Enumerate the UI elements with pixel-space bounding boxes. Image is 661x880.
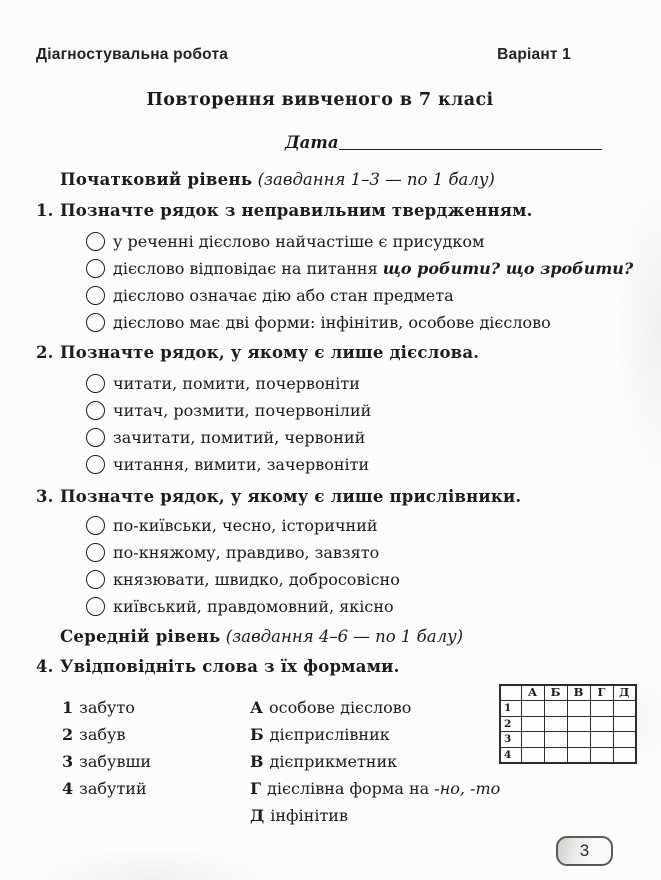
- grid-corner-cell: [500, 685, 521, 701]
- radio-circle[interactable]: [86, 313, 105, 332]
- q4-left-column: [62, 694, 151, 802]
- question-number: 4.: [36, 657, 54, 676]
- grid-answer-cell[interactable]: [590, 747, 613, 763]
- q1-option-4: [86, 309, 633, 336]
- q4-left-item-1: [62, 694, 151, 721]
- item-text: дієприкметник: [269, 752, 398, 771]
- question-1: [36, 201, 641, 220]
- grid-answer-cell[interactable]: [567, 701, 590, 717]
- radio-circle[interactable]: [86, 428, 105, 447]
- answer-grid-row-3: [500, 732, 636, 748]
- q4-left-item-4: [62, 775, 151, 802]
- grid-answer-cell[interactable]: [567, 716, 590, 732]
- grid-answer-cell[interactable]: [544, 747, 567, 763]
- grid-answer-cell[interactable]: [521, 732, 544, 748]
- question-3-header: [36, 487, 641, 506]
- grid-row-header: 4: [500, 747, 521, 763]
- q2-option-3: [86, 424, 371, 451]
- radio-circle[interactable]: [86, 286, 105, 305]
- q4-right-item-d: [250, 802, 500, 829]
- page-number: 3: [579, 841, 590, 860]
- grid-col-header: А: [521, 685, 544, 701]
- radio-circle[interactable]: [86, 259, 105, 278]
- item-word: забутий: [79, 779, 147, 798]
- item-text: інфінітив: [270, 806, 348, 825]
- item-word: забув: [79, 725, 126, 744]
- question-2: [36, 343, 641, 362]
- option-text: читання, вимити, зачервоніти: [113, 455, 370, 474]
- item-number: 2: [62, 725, 74, 744]
- radio-circle[interactable]: [86, 570, 105, 589]
- item-number: 1: [62, 698, 74, 717]
- grid-answer-cell[interactable]: [544, 732, 567, 748]
- grid-answer-cell[interactable]: [521, 716, 544, 732]
- grid-answer-cell[interactable]: [567, 732, 590, 748]
- option-text: дієслово має дві форми: інфінітив, особове дієслово: [113, 313, 551, 332]
- q4-right-item-v: [250, 748, 500, 775]
- radio-circle[interactable]: [86, 374, 105, 393]
- grid-answer-cell[interactable]: [590, 716, 613, 732]
- grid-row-header: 2: [500, 716, 521, 732]
- q2-option-2: [86, 397, 371, 424]
- grid-answer-cell[interactable]: [567, 747, 590, 763]
- grid-answer-cell[interactable]: [613, 732, 636, 748]
- q4-left-item-2: [62, 721, 151, 748]
- radio-circle[interactable]: [86, 516, 105, 535]
- question-number: 3.: [36, 487, 54, 506]
- q3-option-2: [86, 539, 400, 566]
- q4-right-item-b: [250, 721, 500, 748]
- q4-right-item-g: [250, 775, 500, 802]
- q2-option-1: [86, 370, 371, 397]
- question-prompt: Позначте рядок, у якому є лише дієслова.: [60, 343, 480, 362]
- option-text: у реченні дієслово найчастіше є присудком: [113, 232, 485, 251]
- item-text: дієприслівник: [269, 725, 390, 744]
- level-name: Початковий рівень: [60, 170, 253, 189]
- grid-answer-cell[interactable]: [613, 716, 636, 732]
- q4-left-item-3: [62, 748, 151, 775]
- level-name: Середній рівень: [60, 627, 221, 646]
- grid-answer-cell[interactable]: [590, 732, 613, 748]
- question-2-header: [36, 343, 641, 362]
- variant-label: Варіант 1: [497, 46, 571, 63]
- date-fill-blank[interactable]: [339, 149, 602, 150]
- question-1-options: [86, 228, 633, 336]
- work-type-label: Діагностувальна робота: [36, 46, 229, 63]
- grid-row-header: 3: [500, 732, 521, 748]
- question-prompt: Позначте рядок, у якому є лише прислівники.: [60, 487, 522, 506]
- q2-option-4: [86, 451, 371, 478]
- option-text: київський, правдомовний, якісно: [113, 597, 394, 616]
- option-text: по-київськи, чесно, історичний: [113, 516, 378, 535]
- option-emph-text: що робити? що зробити?: [382, 259, 634, 278]
- q3-option-1: [86, 512, 400, 539]
- question-3: [36, 487, 641, 506]
- page-number-badge: [556, 836, 613, 866]
- radio-circle[interactable]: [86, 232, 105, 251]
- q4-right-column: [250, 694, 500, 829]
- question-4-header: [36, 657, 641, 676]
- answer-grid-row-2: [500, 716, 636, 732]
- radio-circle[interactable]: [86, 597, 105, 616]
- q1-option-1: [86, 228, 633, 255]
- date-label: Дата: [285, 133, 339, 152]
- answer-grid-header-row: [500, 685, 636, 701]
- item-letter: Д: [250, 806, 265, 825]
- grid-answer-cell[interactable]: [590, 701, 613, 717]
- option-text: читач, розмити, почервонілий: [113, 401, 372, 420]
- grid-answer-cell[interactable]: [521, 701, 544, 717]
- item-text: особове дієслово: [269, 698, 412, 717]
- q1-option-3: [86, 282, 633, 309]
- answer-grid: [499, 684, 637, 764]
- item-word: забуто: [79, 698, 135, 717]
- grid-answer-cell[interactable]: [613, 747, 636, 763]
- question-prompt: Позначте рядок з неправильним твердженням.: [60, 201, 533, 220]
- question-2-options: [86, 370, 371, 478]
- item-letter: Г: [250, 779, 262, 798]
- level-heading-initial: [60, 170, 495, 189]
- grid-col-header: Д: [613, 685, 636, 701]
- date-row: [285, 131, 602, 152]
- level-note: (завдання 4–6 — по 1 балу): [225, 627, 464, 646]
- answer-grid-row-4: [500, 747, 636, 763]
- q4-right-item-a: [250, 694, 500, 721]
- item-number: 3: [62, 752, 74, 771]
- option-text: князювати, швидко, добросовісно: [113, 570, 400, 589]
- option-text: дієслово відповідає на питання: [113, 259, 383, 278]
- question-4: [36, 657, 641, 676]
- item-text: дієслівна форма на: [267, 779, 435, 798]
- answer-grid-row-1: [500, 701, 636, 717]
- grid-answer-cell[interactable]: [521, 747, 544, 763]
- q1-option-2: [86, 255, 633, 282]
- radio-circle[interactable]: [86, 401, 105, 420]
- radio-circle[interactable]: [86, 455, 105, 474]
- grid-answer-cell[interactable]: [544, 716, 567, 732]
- grid-col-header: В: [567, 685, 590, 701]
- q3-option-3: [86, 566, 400, 593]
- grid-answer-cell[interactable]: [544, 701, 567, 717]
- item-number: 4: [62, 779, 74, 798]
- option-text: зачитати, помитий, червоний: [113, 428, 366, 447]
- grid-col-header: Г: [590, 685, 613, 701]
- grid-row-header: 1: [500, 701, 521, 717]
- radio-circle[interactable]: [86, 543, 105, 562]
- question-1-header: [36, 201, 641, 220]
- option-text: по-княжому, правдиво, завзято: [113, 543, 380, 562]
- question-number: 2.: [36, 343, 54, 362]
- level-note: (завдання 1–3 — по 1 балу): [257, 170, 495, 189]
- item-letter: Б: [250, 725, 264, 744]
- item-emph-text: -но, -то: [434, 779, 501, 798]
- level-heading-middle: [60, 627, 463, 646]
- question-3-options: [86, 512, 400, 620]
- item-letter: В: [250, 752, 264, 771]
- page-title: Повторення вивченого в 7 класі: [146, 90, 494, 110]
- item-letter: А: [250, 698, 264, 717]
- grid-col-header: Б: [544, 685, 567, 701]
- page-header: [36, 46, 571, 64]
- option-text: читати, помити, почервоніти: [113, 374, 360, 393]
- q3-option-4: [86, 593, 400, 620]
- option-text: дієслово означає дію або стан предмета: [113, 286, 454, 305]
- question-prompt: Увідповідніть слова з їх формами.: [60, 657, 400, 676]
- question-number: 1.: [36, 201, 54, 220]
- grid-answer-cell[interactable]: [613, 701, 636, 717]
- item-word: забувши: [79, 752, 151, 771]
